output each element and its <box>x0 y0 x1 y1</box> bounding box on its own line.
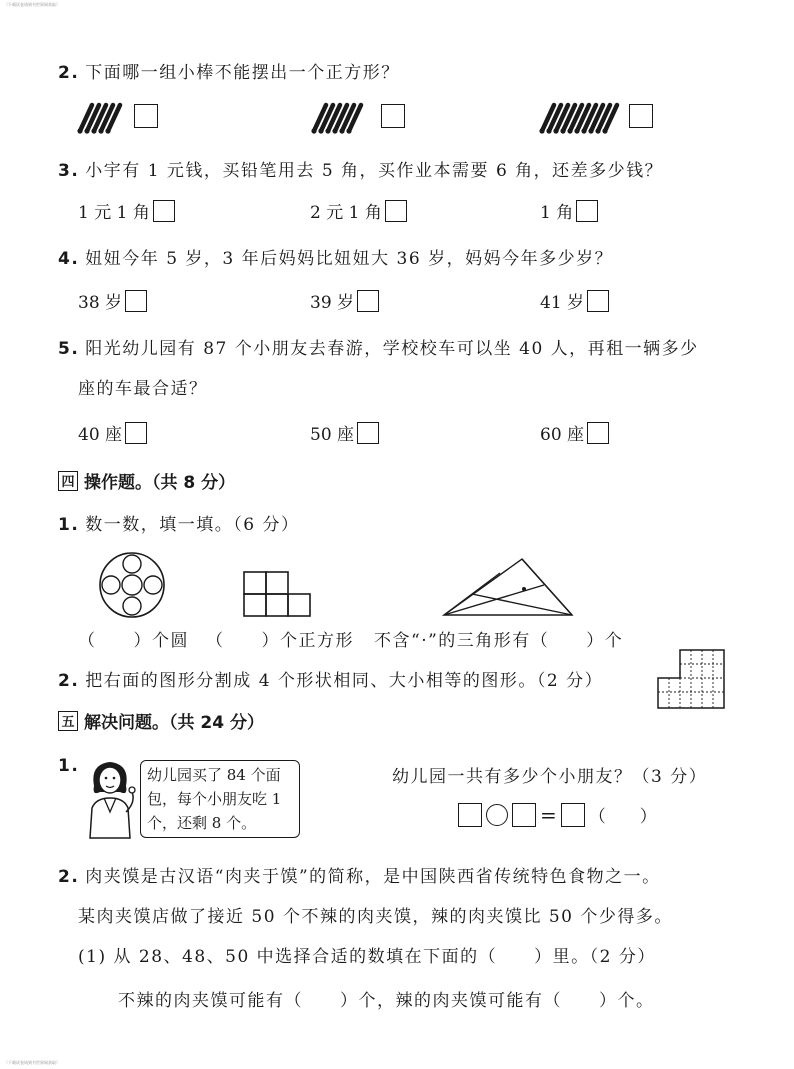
label-square-count: （ ）个正方形 <box>206 631 354 651</box>
answer-box[interactable] <box>153 200 175 222</box>
option-q5-b: 50 座 <box>310 420 379 445</box>
question-number: 2. <box>58 867 80 887</box>
stick-tips <box>77 128 607 133</box>
answer-box[interactable] <box>587 290 609 312</box>
option-q3-a: 1 元 1 角 <box>78 198 175 223</box>
triangle-figure <box>440 555 576 619</box>
answer-box[interactable] <box>125 422 147 444</box>
question-2 <box>58 58 400 83</box>
problem-1-number: 1. <box>58 756 80 776</box>
teacher-illustration <box>82 756 138 840</box>
equation-box[interactable] <box>561 803 585 827</box>
answer-box-q2-a[interactable] <box>134 104 158 128</box>
split-figure-grid <box>656 648 726 710</box>
section-badge: 四 <box>58 471 78 491</box>
question-number: 1. <box>58 515 80 535</box>
question-5 <box>58 334 699 359</box>
section-title: 操作题。（共 8 分） <box>84 473 236 493</box>
sticks-group-a <box>80 105 120 131</box>
option-q3-c: 1 角 <box>540 198 598 223</box>
section-4-header <box>58 468 235 493</box>
option-q4-b: 39 岁 <box>310 288 379 313</box>
question-text: 把右面的图形分割成 4 个形状相同、大小相等的图形。（2 分） <box>85 671 604 691</box>
question-number: 2. <box>58 671 80 691</box>
unit-paren[interactable]: （ ） <box>588 807 657 827</box>
problem-2 <box>58 862 661 887</box>
sticks-group-c <box>542 105 617 131</box>
dot-marker <box>522 587 526 591</box>
question-3 <box>58 156 663 181</box>
operation-1 <box>58 510 300 535</box>
question-text: 小宇有 1 元钱，买铅笔用去 5 角，买作业本需要 6 角，还差多少钱？ <box>85 161 664 181</box>
question-number: 3. <box>58 161 80 181</box>
operation-2 <box>58 666 603 691</box>
answer-box[interactable] <box>385 200 407 222</box>
header-text: （下载试卷请到书世界网获取） <box>4 2 60 7</box>
option-q5-c: 60 座 <box>540 420 609 445</box>
footer-text: （下载试卷请到书世界网获取） <box>4 1060 60 1065</box>
answer-box[interactable] <box>576 200 598 222</box>
question-text: 肉夹馍是古汉语“肉夹于馍”的简称，是中国陕西省传统特色食物之一。 <box>85 867 661 887</box>
question-4 <box>58 244 613 269</box>
equation-template <box>458 802 657 827</box>
question-text: 妞妞今年 5 岁，3 年后妈妈比妞妞大 36 岁，妈妈今年多少岁？ <box>85 249 614 269</box>
speech-bubble: 幼儿园买了 84 个面包，每个小朋友吃 1 个，还剩 8 个。 <box>140 760 300 838</box>
answer-box[interactable] <box>125 290 147 312</box>
equation-box[interactable] <box>458 803 482 827</box>
option-q3-b: 2 元 1 角 <box>310 198 407 223</box>
question-text: 阳光幼儿园有 87 个小朋友去春游，学校校车可以坐 40 人，再租一辆多少 <box>85 339 699 359</box>
answer-box[interactable] <box>587 422 609 444</box>
square-figure <box>242 570 312 620</box>
question-text: 数一数，填一填。（6 分） <box>85 515 300 535</box>
operator-circle[interactable] <box>486 804 508 826</box>
answer-box-q2-c[interactable] <box>629 104 653 128</box>
equals-sign: = <box>540 802 557 827</box>
section-badge: 五 <box>58 711 78 731</box>
problem-2-line2: 某肉夹馍店做了接近 50 个不辣的肉夹馍，辣的肉夹馍比 50 个少得多。 <box>78 907 673 927</box>
sticks-group-b <box>314 105 361 131</box>
option-q4-a: 38 岁 <box>78 288 147 313</box>
problem-1-question: 幼儿园一共有多少个小朋友？（3 分） <box>392 767 708 787</box>
label-triangle-count: 不含“·”的三角形有（ ）个 <box>374 631 624 651</box>
question-number: 4. <box>58 249 80 269</box>
question-text: 下面哪一组小棒不能摆出一个正方形？ <box>85 63 400 83</box>
circle-figure <box>94 550 172 620</box>
problem-2-sub1-answer: 不辣的肉夹馍可能有（ ）个，辣的肉夹馍可能有（ ）个。 <box>118 991 655 1011</box>
option-q5-a: 40 座 <box>78 420 147 445</box>
problem-2-sub1: (1) 从 28、48、50 中选择合适的数填在下面的（ ）里。（2 分） <box>78 947 656 967</box>
answer-box-q2-b[interactable] <box>381 104 405 128</box>
question-number: 2. <box>58 63 80 83</box>
label-circle-count: （ ）个圆 <box>78 631 189 651</box>
question-5-line2: 座的车最合适？ <box>78 379 208 399</box>
section-5-header <box>58 708 264 733</box>
equation-box[interactable] <box>512 803 536 827</box>
answer-box[interactable] <box>357 422 379 444</box>
stick-groups <box>74 100 674 136</box>
section-title: 解决问题。（共 24 分） <box>84 713 264 733</box>
option-q4-c: 41 岁 <box>540 288 609 313</box>
answer-box[interactable] <box>357 290 379 312</box>
question-number: 5. <box>58 339 80 359</box>
